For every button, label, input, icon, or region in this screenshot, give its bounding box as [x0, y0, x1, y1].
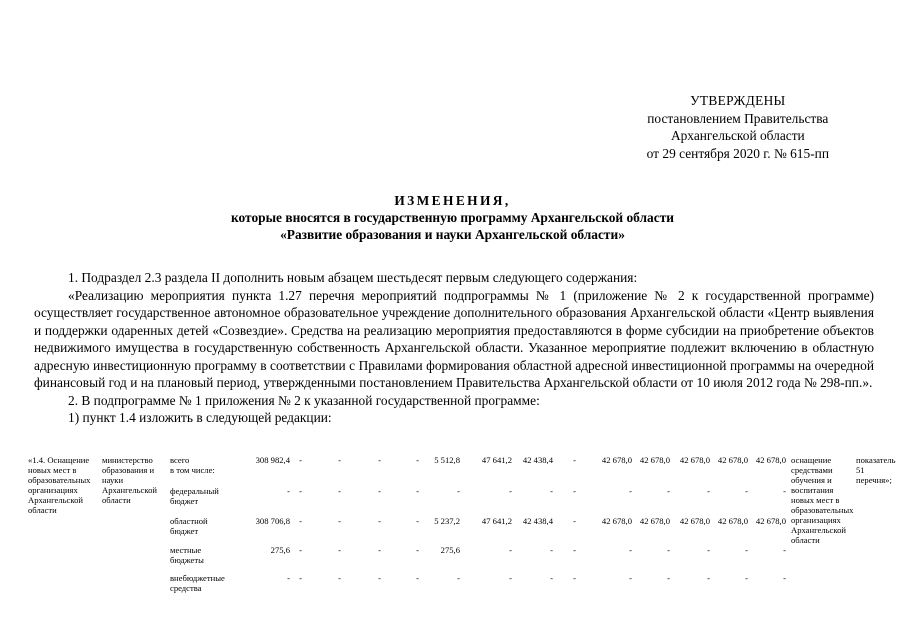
paragraph-1: 1. Подраздел 2.3 раздела II дополнить новым абзацем шестьдесят первым следующего содержания: [68, 270, 638, 285]
table-cell: 42 678,0 [679, 516, 710, 526]
paragraph-4: 1) пункт 1.4 изложить в следующей редакции: [68, 410, 332, 425]
table-cell: - [338, 545, 341, 555]
table-cell: 42 438,4 [522, 455, 553, 465]
table-cell: - [457, 486, 460, 496]
table-result: оснащение средствами обучения и воспитания новых мест в образовательных организациях Архангельской области [791, 455, 854, 545]
table-cell: - [783, 486, 786, 496]
table-cell: - [783, 545, 786, 555]
approval-stamp [647, 92, 829, 162]
table-cell: - [416, 516, 419, 526]
program-table [0, 455, 905, 640]
table-cell: - [416, 545, 419, 555]
table-cell: - [667, 486, 670, 496]
table-cell: - [550, 545, 553, 555]
table-cell: 42 678,0 [755, 516, 786, 526]
table-cell: - [299, 486, 302, 496]
table-cell: - [573, 516, 576, 526]
table-cell: 47 641,2 [481, 455, 512, 465]
table-cell: - [287, 573, 290, 583]
table-cell: - [629, 486, 632, 496]
table-cell: - [573, 573, 576, 583]
table-cell: - [378, 573, 381, 583]
approval-title: УТВЕРЖДЕНЫ [690, 93, 786, 108]
paragraph-2: «Реализацию мероприятия пункта 1.27 перечня мероприятий подпрограммы № 1 (приложение № 2 к государственной программе) осуществляет государственное автономное образовательное учреждение дополнительного образования Архангельской области «Центр выявления и поддержки одаренных детей «Созвездие». Средства на реализацию мероприятия предоставляются в форме субсидии на приобретение объектов недвижимого имущества в государственную собственность Архангельской области. Указанное мероприятие подлежит включению в областную адресную инвестиционную программу в соответствии с Правилами формирования областной адресной инвестиционной программы на очередной финансовый год и на плановый период, утвержденными постановлением Правительства Архангельской области от 10 июля 2012 года № 298-пп.». [34, 287, 874, 390]
table-row-label: внебюджетные средства [170, 573, 225, 593]
table-cell: 42 678,0 [717, 516, 748, 526]
table-cell: - [509, 486, 512, 496]
table-cell: - [378, 516, 381, 526]
table-cell: 42 678,0 [601, 455, 632, 465]
table-cell: 42 678,0 [601, 516, 632, 526]
table-cell: - [299, 516, 302, 526]
table-cell: - [573, 545, 576, 555]
table-cell: 47 641,2 [481, 516, 512, 526]
table-cell: - [299, 455, 302, 465]
table-cell: - [509, 573, 512, 583]
table-cell: 5 512,8 [434, 455, 460, 465]
table-cell: - [378, 545, 381, 555]
approval-line-3: от 29 сентября 2020 г. № 615-пп [646, 145, 829, 161]
table-cell: 42 678,0 [679, 455, 710, 465]
table-cell: - [667, 545, 670, 555]
heading-title: ИЗМЕНЕНИЯ, [394, 193, 511, 208]
table-cell: 42 678,0 [717, 455, 748, 465]
table-cell: - [550, 573, 553, 583]
table-row-label: всего в том числе: [170, 455, 215, 475]
table-cell: - [707, 486, 710, 496]
table-item-name: «1.4. Оснащение новых мест в образовательных организациях Архангельской области [28, 455, 91, 515]
approval-line-2: Архангельской области [670, 128, 805, 143]
table-cell: - [707, 573, 710, 583]
table-cell: - [745, 573, 748, 583]
table-responsible: министерство образования и науки Архангельской области [102, 455, 157, 505]
table-row-label: областной бюджет [170, 516, 208, 536]
table-cell: - [378, 486, 381, 496]
table-cell: - [783, 573, 786, 583]
table-cell: - [745, 486, 748, 496]
table-cell: - [457, 573, 460, 583]
table-cell: 42 678,0 [755, 455, 786, 465]
table-cell: - [573, 486, 576, 496]
approval-line-1: постановлением Правительства [647, 110, 829, 126]
heading-line-2: «Развитие образования и науки Архангельской области» [280, 227, 625, 242]
table-cell: 42 438,4 [522, 516, 553, 526]
table-cell: - [745, 545, 748, 555]
table-cell: - [550, 486, 553, 496]
table-row-label: местные бюджеты [170, 545, 204, 565]
table-cell: - [338, 516, 341, 526]
heading-line-1: которые вносятся в государственную программу Архангельской области [230, 210, 674, 225]
table-cell: - [573, 455, 576, 465]
table-cell: 308 706,8 [255, 516, 290, 526]
table-cell: - [416, 486, 419, 496]
table-row-label: федеральный бюджет [170, 486, 219, 506]
table-cell: - [416, 573, 419, 583]
table-cell: - [299, 545, 302, 555]
table-cell: - [416, 455, 419, 465]
table-cell: - [667, 573, 670, 583]
table-cell: - [338, 455, 341, 465]
table-cell: 42 678,0 [639, 516, 670, 526]
table-cell: - [629, 573, 632, 583]
paragraph-3: 2. В подпрограмме № 1 приложения № 2 к указанной государственной программе: [68, 392, 540, 408]
table-cell: - [629, 545, 632, 555]
table-cell: - [338, 486, 341, 496]
table-cell: 275,6 [440, 545, 460, 555]
table-cell: - [299, 573, 302, 583]
table-cell: - [378, 455, 381, 465]
table-indicator: показатель 51 перечня»; [856, 455, 896, 485]
table-cell: 275,6 [270, 545, 290, 555]
table-cell: 5 237,2 [434, 516, 460, 526]
table-cell: - [338, 573, 341, 583]
table-cell: 42 678,0 [639, 455, 670, 465]
table-cell: 308 982,4 [255, 455, 290, 465]
table-cell: - [287, 486, 290, 496]
document-heading [0, 192, 905, 243]
table-cell: - [707, 545, 710, 555]
document-body [34, 269, 874, 427]
table-cell: - [509, 545, 512, 555]
